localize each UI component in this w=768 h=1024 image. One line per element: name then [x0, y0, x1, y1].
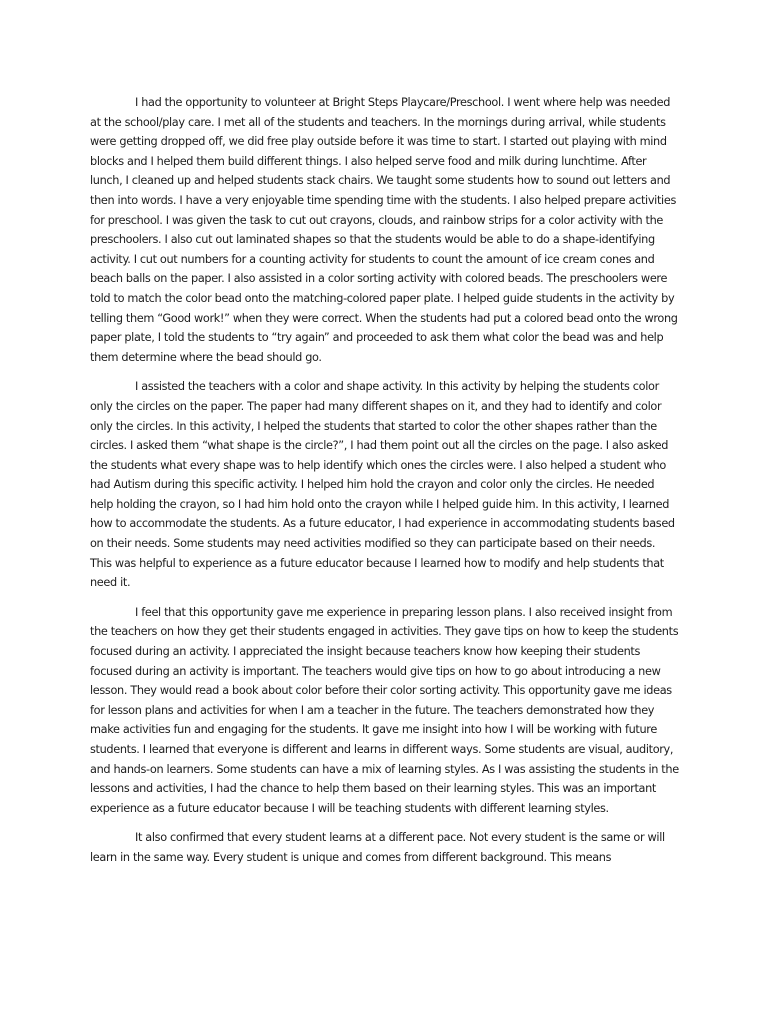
paragraph-1: I had the opportunity to volunteer at Bright Steps Playcare/Preschool. I went where help was needed at the school/play care. I met all of the students and teachers. In the mornings during arrival, while students were getting dropped off, we did free play outside before it was time to start. I started out playing with mind blocks and I helped them build different things. I also helped serve food and milk during lunchtime. After lunch, I cleaned up and helped students stack chairs. We taught some students how to sound out letters and then into words. I have a very enjoyable time spending time with the students. I also helped prepare activities for preschool. I was given the task to cut out crayons, clouds, and rainbow strips for a color activity with the preschoolers. I also cut out laminated shapes so that the students would be able to do a shape-identifying activity. I cut out numbers for a counting activity for students to count the amount of ice cream cones and beach balls on the paper. I also assisted in a color sorting activity with colored beads. The preschoolers were told to match the color bead onto the matching-colored paper plate. I helped guide students in the activity by telling them “Good work!” when they were correct. When the students had put a colored bead onto the wrong paper plate, I told the students to “try again” and proceeded to ask them what color the bead was and help them determine where the bead should go.	[90, 96, 678, 364]
document-body	[90, 93, 680, 878]
paragraph-2: I assisted the teachers with a color and shape activity. In this activity by helping the students color only the circles on the paper. The paper had many different shapes on it, and they had to identify and color only the circles. In this activity, I helped the students that started to color the other shapes rather than the circles. I asked them “what shape is the circle?”, I had them point out all the circles on the page. I also asked the students what every shape was to help identify which ones the circles were. I also helped a student who had Autism during this specific activity. I helped him hold the crayon and color only the circles. He needed help holding the crayon, so I had him hold onto the crayon while I helped guide him. In this activity, I learned how to accommodate the students. As a future educator, I had experience in accommodating students based on their needs. Some students may need activities modified so they can participate based on their needs. This was helpful to experience as a future educator because I learned how to modify and help students that need it.	[90, 380, 675, 590]
paragraph-3: I feel that this opportunity gave me experience in preparing lesson plans. I also received insight from the teachers on how they get their students engaged in activities. They gave tips on how to keep the students focused during an activity. I appreciated the insight because teachers know how keeping their students focused during an activity is important. The teachers would give tips on how to go about introducing a new lesson. They would read a book about color before their color sorting activity. This opportunity gave me ideas for lesson plans and activities for when I am a teacher in the future. The teachers demonstrated how they make activities fun and engaging for the students. It gave me insight into how I will be working with future students. I learned that everyone is different and learns in different ways. Some students are visual, auditory, and hands-on learners. Some students can have a mix of learning styles. As I was assisting the students in the lessons and activities, I had the chance to help them based on their learning styles. This was an important experience as a future educator because I will be teaching students with different learning styles.	[90, 605, 679, 815]
paragraph-4: It also confirmed that every student learns at a different pace. Not every student is the same or will learn in the same way. Every student is unique and comes from different background. This means	[90, 831, 665, 864]
